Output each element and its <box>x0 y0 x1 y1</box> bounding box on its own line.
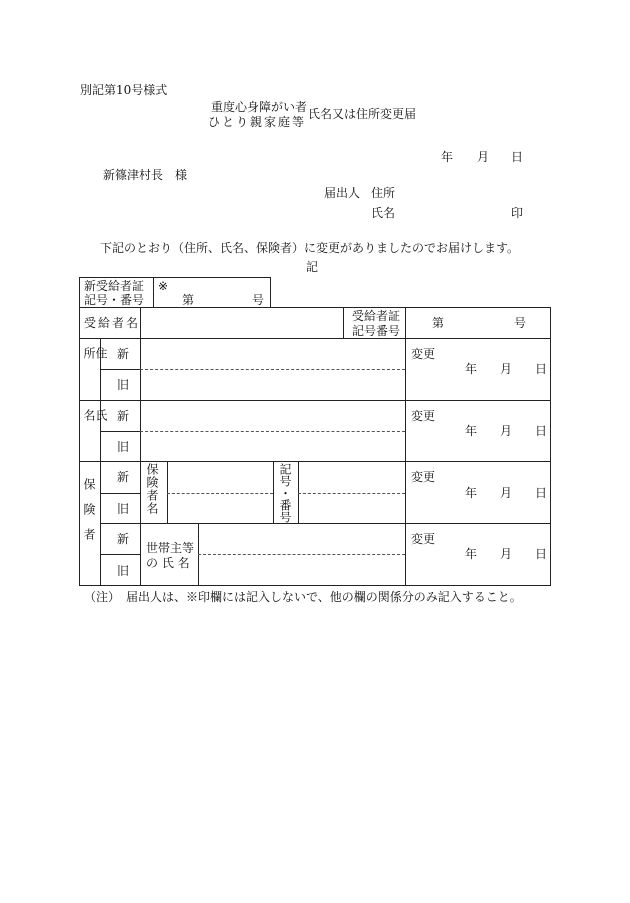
household-old-label: 旧 <box>117 564 130 578</box>
recipient-name-label: 受給者名 <box>84 316 141 330</box>
applicant-label: 届出人 <box>324 186 361 200</box>
household-head-new-input[interactable] <box>200 525 404 553</box>
cert-dai: 第 <box>432 316 445 330</box>
household-change-day: 日 <box>535 547 548 561</box>
name-change-year: 年 <box>465 424 478 438</box>
symbol-number-new-input[interactable] <box>300 463 404 492</box>
date-month: 月 <box>477 150 490 164</box>
insurer-new-label: 新 <box>117 470 130 484</box>
insurer-change-day: 日 <box>535 486 548 500</box>
name-new-label: 新 <box>117 409 130 423</box>
insurer-group-label: 保険者 <box>82 478 96 553</box>
household-head-label-1: 世帯主等 <box>146 541 195 555</box>
record-heading: 記 <box>306 260 319 274</box>
address-old-label: 旧 <box>117 378 130 392</box>
title-line-1: 重度心身障がい者 <box>211 100 308 114</box>
insurer-change-label: 変更 <box>411 470 436 484</box>
insurer-change-month: 月 <box>500 486 513 500</box>
footnote: （注） 届出人は、※印欄には記入しないで、他の欄の関係分のみ記入すること。 <box>84 590 522 604</box>
address-group-label: 住所 <box>82 347 108 374</box>
address-new-label: 新 <box>117 347 130 361</box>
seal-mark: 印 <box>511 206 524 220</box>
address-old-input[interactable] <box>142 371 404 399</box>
household-change-year: 年 <box>465 547 478 561</box>
household-head-old-input[interactable] <box>200 556 404 584</box>
insurer-name-old-input[interactable] <box>169 495 272 522</box>
insurer-old-label: 旧 <box>117 502 130 516</box>
address-change-year: 年 <box>465 362 478 376</box>
symbol-number-label: 記号・番号 <box>278 463 292 523</box>
household-head-label-2: の 氏 名 <box>146 556 190 570</box>
new-cert-label-2: 記号・番号 <box>84 293 145 307</box>
name-change-label: 変更 <box>411 409 436 423</box>
applicant-address-label: 住所 <box>371 186 396 200</box>
new-cert-go: 号 <box>252 293 265 307</box>
insurer-change-year: 年 <box>465 486 478 500</box>
title-suffix: 氏名又は住所変更届 <box>308 107 417 121</box>
date-day: 日 <box>511 150 524 164</box>
cert-go: 号 <box>514 316 527 330</box>
applicant-name-label: 氏名 <box>371 206 396 220</box>
official-use-mark: ※ <box>158 279 169 293</box>
name-new-input[interactable] <box>142 402 404 430</box>
recipient-name-input[interactable] <box>142 309 341 337</box>
household-change-month: 月 <box>500 547 513 561</box>
address-change-day: 日 <box>535 362 548 376</box>
body-text: 下記のとおり（住所、氏名、保険者）に変更がありましたのでお届けします。 <box>100 241 520 255</box>
name-old-input[interactable] <box>142 433 404 460</box>
cert-number-input[interactable] <box>448 312 508 334</box>
name-old-label: 旧 <box>117 440 130 454</box>
household-new-label: 新 <box>117 532 130 546</box>
address-change-month: 月 <box>500 362 513 376</box>
cert-number-label-2: 記号番号 <box>352 324 401 338</box>
name-group-label: 氏名 <box>82 409 108 436</box>
title-line-2: ひとり親家庭等 <box>208 115 307 129</box>
name-change-month: 月 <box>500 424 513 438</box>
cert-number-label-1: 受給者証 <box>352 309 401 323</box>
new-cert-number-input[interactable] <box>193 290 249 306</box>
addressee: 新篠津村長 様 <box>103 168 188 182</box>
new-cert-label-1: 新受給者証 <box>84 279 145 293</box>
new-cert-dai: 第 <box>182 293 195 307</box>
address-change-label: 変更 <box>411 347 436 361</box>
household-change-label: 変更 <box>411 532 436 546</box>
date-year: 年 <box>441 150 454 164</box>
symbol-number-old-input[interactable] <box>300 495 404 522</box>
form-number: 別記第10号様式 <box>80 83 168 97</box>
name-change-day: 日 <box>535 424 548 438</box>
address-new-input[interactable] <box>142 340 404 368</box>
insurer-name-label: 保険者名 <box>145 463 159 515</box>
insurer-name-new-input[interactable] <box>169 463 272 492</box>
